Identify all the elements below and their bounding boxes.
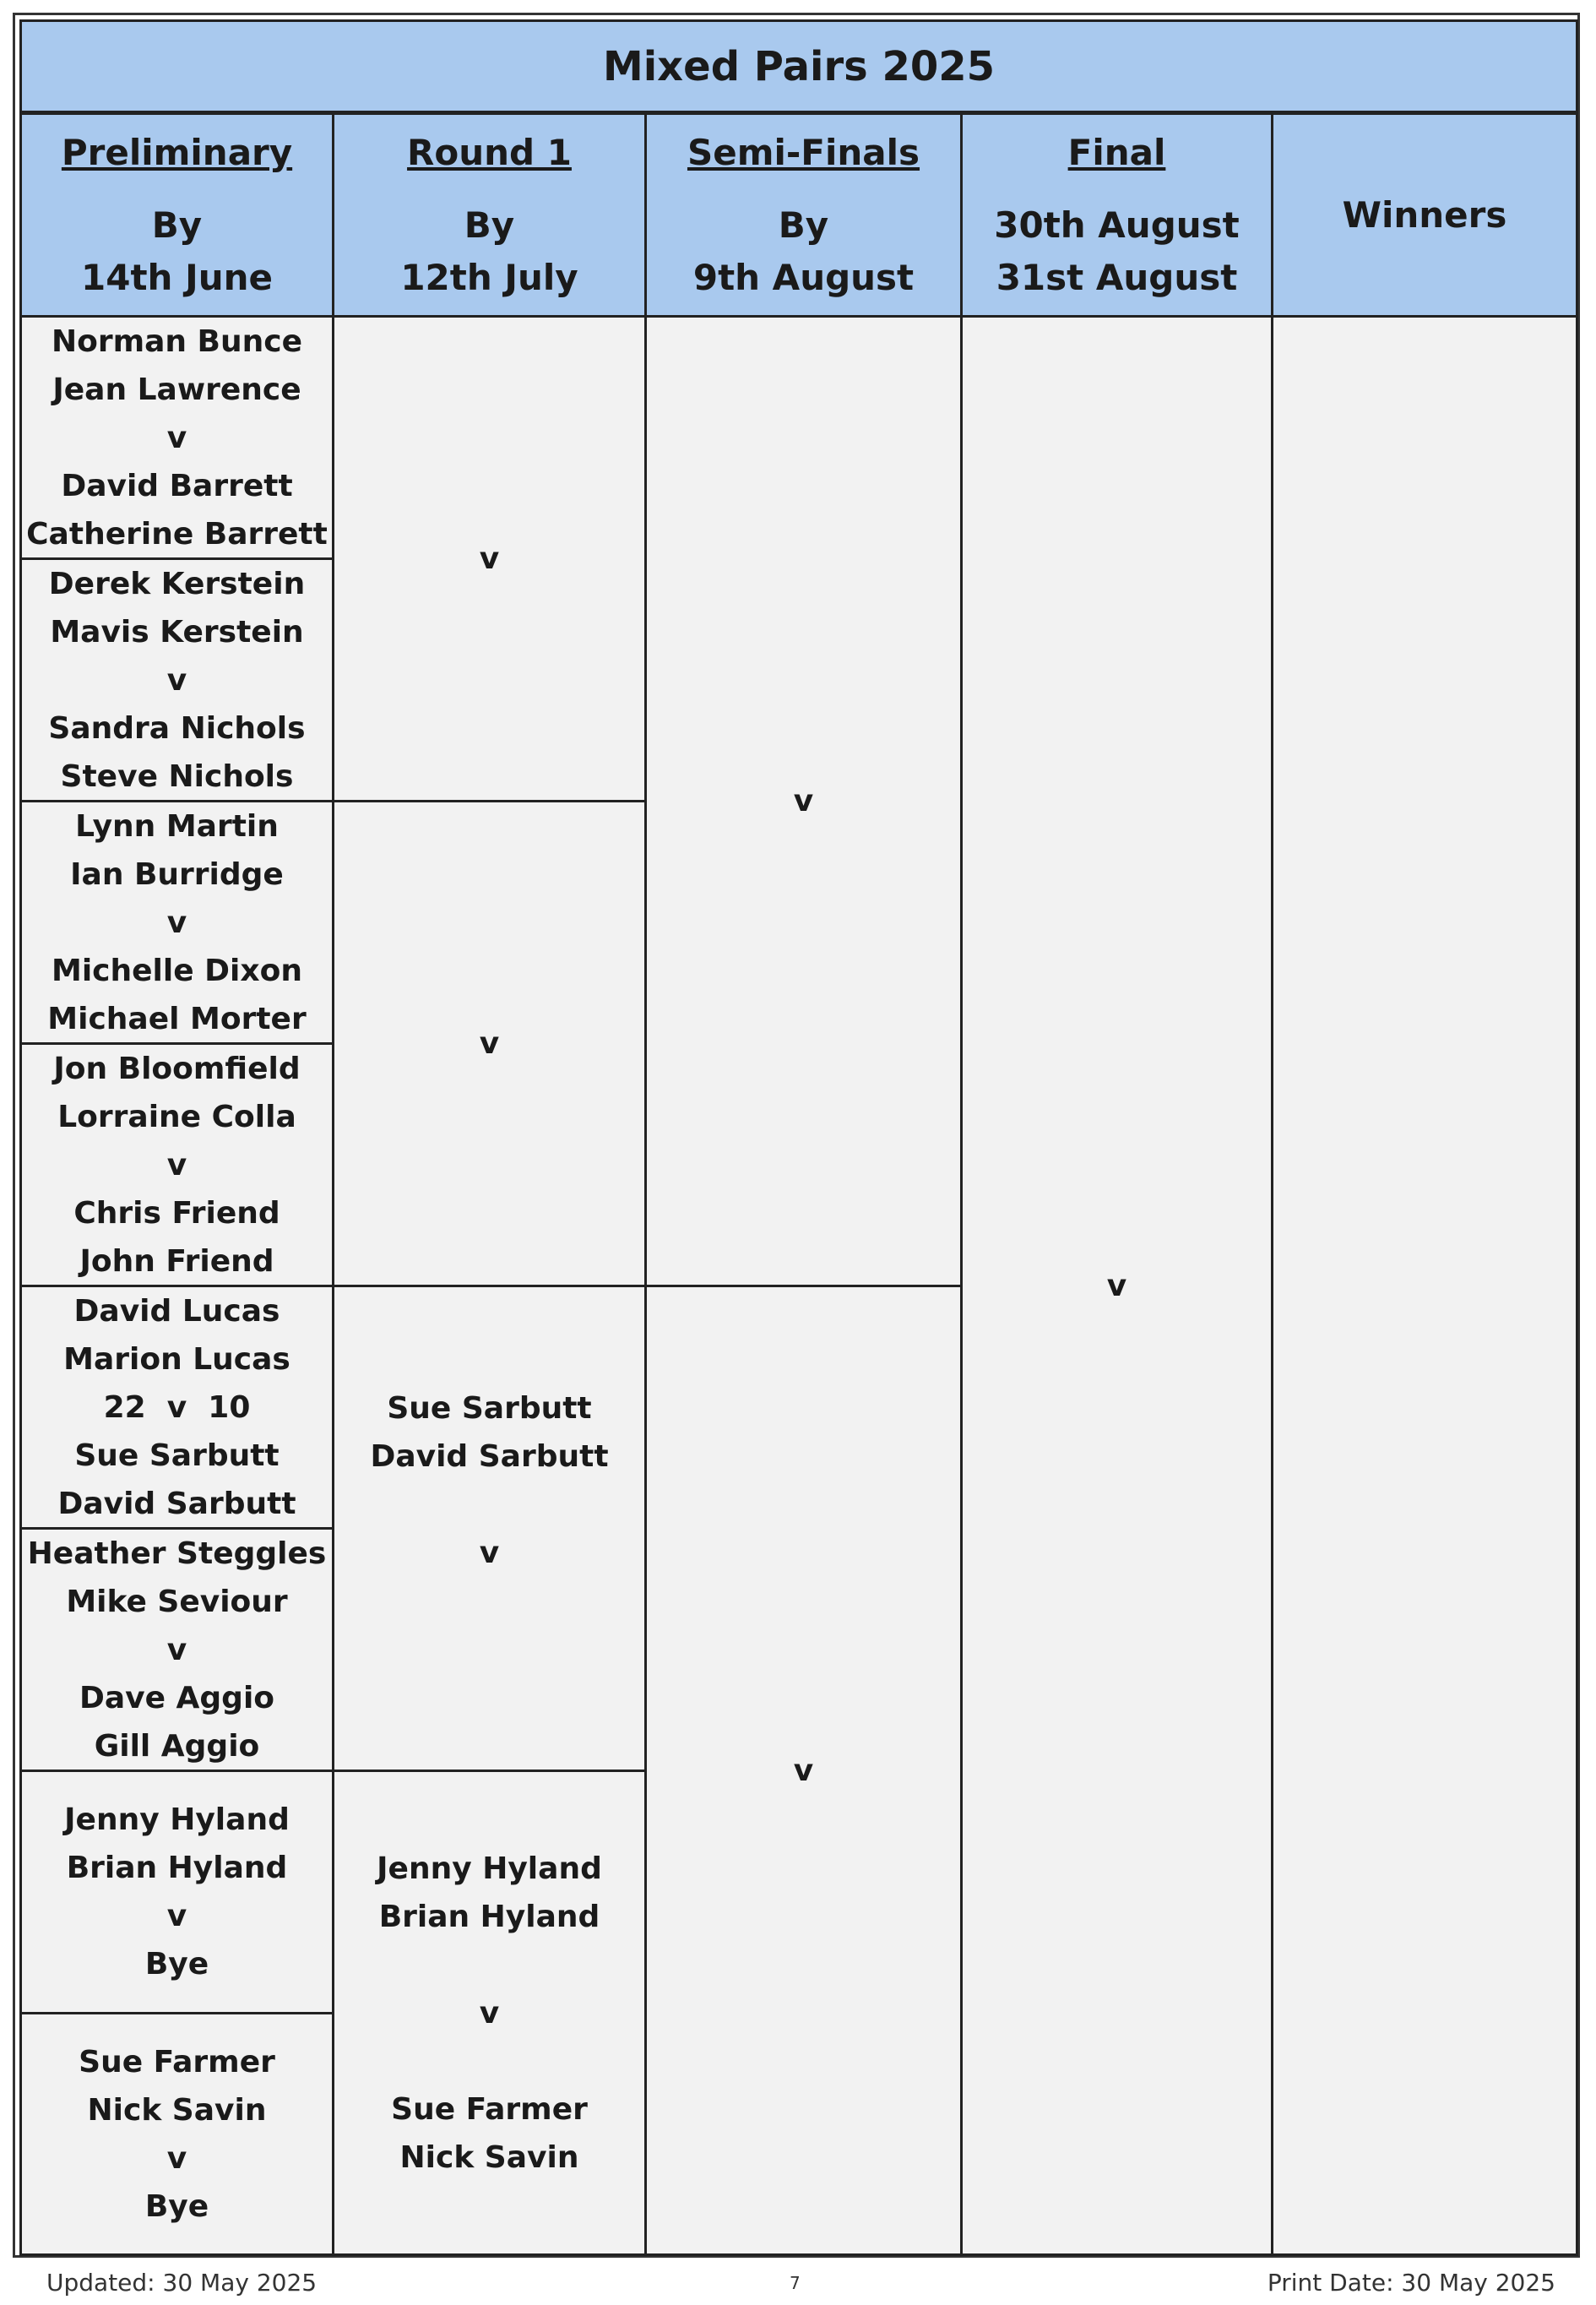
header-round1-by: By [464,204,515,246]
prelim-match-5 [22,1287,334,1530]
header-semi-finals-name: Semi-Finals [687,131,920,173]
prelim-match-4 [22,1045,334,1287]
vs-label: v [793,784,814,818]
header-final-name: Final [1067,131,1166,173]
round1-match-2 [334,802,647,1287]
vs-label: v [793,1753,814,1788]
player-line: John Friend [79,1243,274,1279]
header-round1-date: 12th July [400,256,578,298]
vs-label: v [166,1147,187,1182]
player-line: Lorraine Colla [57,1099,296,1134]
round1-match-3 [334,1287,647,1772]
player-line: Heather Steggles [27,1536,327,1571]
vs-label: v [479,1995,500,2030]
footer-updated: Updated: 30 May 2025 [46,2269,318,2297]
header-semi-finals-date: 9th August [692,256,915,298]
semi-final-2 [647,1287,963,2253]
player-line: Mavis Kerstein [50,614,304,650]
player-line: Jon Bloomfield [53,1051,301,1086]
player-line: Brian Hyland [66,1851,288,1885]
header-preliminary-by: By [151,204,203,246]
player-line: Jenny Hyland [64,1802,290,1837]
header-semi-finals-by: By [778,204,829,246]
header-winners-name: Winners [1342,193,1507,236]
header-round1-name: Round 1 [407,131,572,173]
vs-label: v [166,2140,187,2176]
footer-print-date: Print Date: 30 May 2025 [1267,2269,1555,2297]
player-line: Sandra Nichols [48,710,306,746]
player-line: David Barrett [61,468,293,503]
player-line: Marion Lucas [63,1341,290,1377]
bye-label: Bye [144,2188,209,2224]
player-line: Nick Savin [399,2139,579,2175]
prelim-match-1 [22,318,334,560]
header-round1 [334,115,647,318]
player-line: Mike Seviour [66,1584,288,1619]
player-line: Nick Savin [87,2092,267,2128]
vs-label: v [479,541,500,576]
player-line: Sue Farmer [391,2091,588,2127]
vs-label: v [166,420,187,455]
player-line: Ian Burridge [70,856,284,892]
player-line: Dave Aggio [79,1680,275,1715]
prelim-match-8 [22,2014,334,2253]
vs-label: v [166,662,187,698]
player-line: Steve Nichols [60,758,294,794]
player-line: Brian Hyland [378,1899,600,1934]
header-final-date1: 30th August [994,204,1240,246]
player-line: Norman Bunce [51,323,303,359]
player-line: Sue Sarbutt [387,1391,592,1426]
header-winners [1273,115,1576,318]
player-line: Catherine Barrett [26,516,328,552]
header-preliminary-name: Preliminary [61,131,293,173]
semi-final-1 [647,318,963,1287]
player-line: Derek Kerstein [48,566,306,601]
bracket-grid [19,19,1578,2256]
round1-match-1 [334,318,647,802]
bracket-sheet [13,13,1580,2258]
bracket-title: Mixed Pairs 2025 [22,22,1576,115]
winners-cell [1273,318,1576,2253]
header-final [963,115,1273,318]
header-final-date2: 31st August [996,256,1238,298]
footer-page-number: 7 [790,2273,801,2293]
player-line: David Lucas [73,1293,280,1329]
player-line: Lynn Martin [75,808,279,844]
header-preliminary [22,115,334,318]
final-match [963,318,1273,2253]
player-line: Gill Aggio [94,1728,260,1764]
player-line: Michelle Dixon [52,953,302,988]
player-line: Sue Farmer [79,2044,275,2079]
vs-label: v [166,1632,187,1667]
vs-label: v [479,1536,500,1570]
player-line: David Sarbutt [57,1486,296,1521]
bye-label: Bye [144,1947,209,1982]
prelim-match-7 [22,1772,334,2014]
prelim-match-3 [22,802,334,1045]
player-line: Michael Morter [47,1001,307,1036]
round1-match-4 [334,1772,647,2253]
header-preliminary-date: 14th June [81,256,273,298]
score-label: 22 v 10 [103,1389,251,1425]
player-line: Sue Sarbutt [74,1438,280,1473]
player-line: Jenny Hyland [377,1851,602,1886]
player-line: Chris Friend [73,1195,280,1231]
vs-label: v [166,905,187,940]
player-line: David Sarbutt [370,1439,609,1474]
vs-label: v [1106,1268,1127,1303]
prelim-match-2 [22,560,334,802]
player-line: Jean Lawrence [52,372,301,407]
vs-label: v [479,1026,500,1061]
vs-label: v [166,1899,187,1933]
header-semi-finals [647,115,963,318]
prelim-match-6 [22,1530,334,1772]
